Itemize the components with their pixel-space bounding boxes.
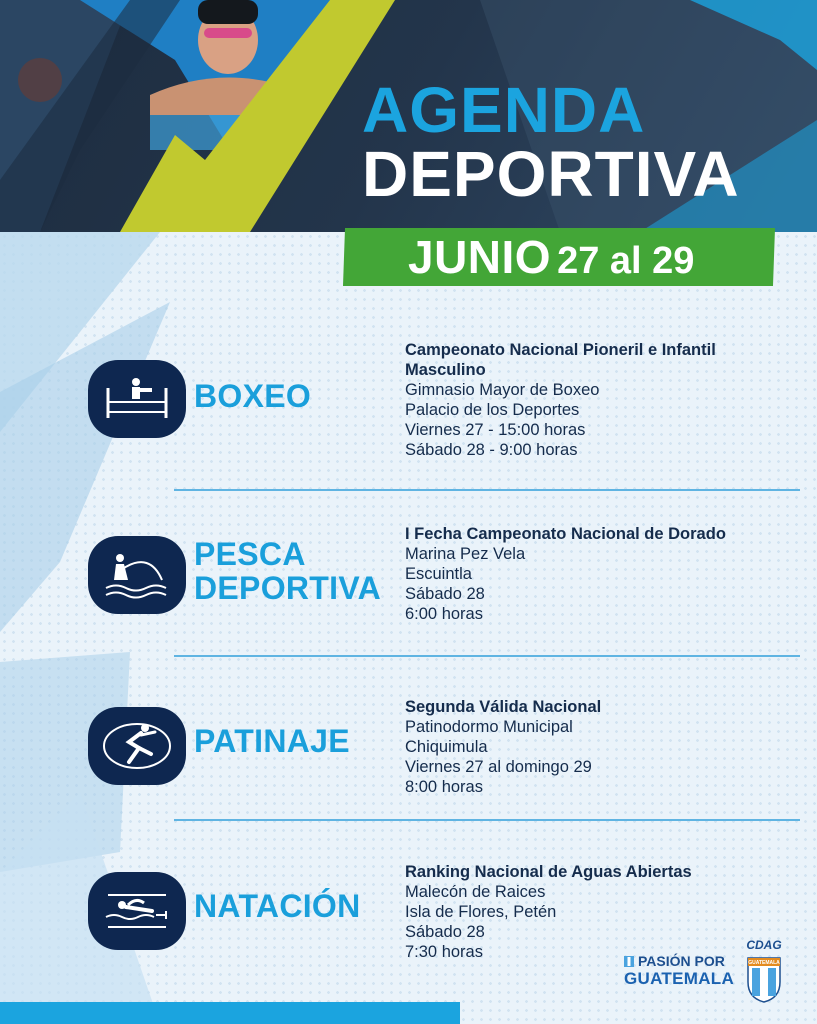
- cdag-shield-text: GUATEMALA: [748, 960, 780, 966]
- divider: [174, 819, 800, 821]
- event-schedule: Sábado 28: [405, 923, 485, 941]
- cdag-logo: [744, 938, 784, 1009]
- divider: [174, 489, 800, 491]
- sport-name-natacion: NATACIÓN: [194, 888, 361, 924]
- photo-goggles: [204, 28, 252, 38]
- cdag-logo-text: CDAG: [746, 938, 782, 952]
- divider: [174, 655, 800, 657]
- sport-name-line: DEPORTIVA: [194, 569, 382, 606]
- event-title: Campeonato Nacional Pioneril e Infantil Masculino: [405, 341, 716, 379]
- sport-name-pesca-deportiva: [194, 538, 381, 606]
- event-location: Isla de Flores, Petén: [405, 903, 557, 921]
- title-deportiva: DEPORTIVA: [362, 138, 740, 210]
- pasion-por-guatemala-logo: [624, 954, 734, 987]
- event-venue: Gimnasio Mayor de Boxeo: [405, 381, 600, 399]
- sport-name-patinaje: PATINAJE: [194, 723, 350, 759]
- event-details-patinaje: [405, 697, 795, 797]
- event-details-natacion: [405, 862, 795, 962]
- event-location: Chiquimula: [405, 738, 488, 756]
- logo-line1: PASIÓN POR: [638, 953, 725, 969]
- guatemala-flag-icon: [624, 956, 634, 967]
- event-location: Palacio de los Deportes: [405, 401, 580, 419]
- dates-label: [408, 231, 695, 283]
- fishing-icon: [88, 536, 186, 614]
- sport-name-line: PESCA: [194, 536, 306, 572]
- header-banner: [0, 0, 817, 232]
- event-schedule: 7:30 horas: [405, 943, 483, 961]
- event-venue: Patinodormo Municipal: [405, 718, 573, 736]
- boxing-ring-icon: [88, 360, 186, 438]
- photo-swim-cap: [198, 0, 258, 24]
- event-schedule: 6:00 horas: [405, 605, 483, 623]
- skating-icon: [88, 707, 186, 785]
- event-schedule: Viernes 27 - 15:00 horas: [405, 421, 586, 439]
- event-title: Ranking Nacional de Aguas Abiertas: [405, 863, 692, 881]
- dates-month: JUNIO: [408, 231, 552, 283]
- event-details-pesca: [405, 524, 795, 624]
- event-schedule: Sábado 28 - 9:00 horas: [405, 441, 578, 459]
- event-title: I Fecha Campeonato Nacional de Dorado: [405, 525, 726, 543]
- dates-range: 27 al 29: [557, 240, 695, 282]
- sport-name-boxeo: BOXEO: [194, 378, 312, 414]
- event-venue: Malecón de Raices: [405, 883, 546, 901]
- event-schedule: Viernes 27 al domingo 29: [405, 758, 592, 776]
- photo-boxer-glove: [18, 58, 62, 102]
- title-agenda: AGENDA: [362, 74, 646, 146]
- event-title: Segunda Válida Nacional: [405, 698, 602, 716]
- event-venue: Marina Pez Vela: [405, 545, 526, 563]
- event-schedule: Sábado 28: [405, 585, 485, 603]
- event-location: Escuintla: [405, 565, 472, 583]
- cdag-shield-icon: [744, 952, 784, 1004]
- bottom-accent-bar: [0, 1002, 460, 1024]
- swimming-icon: [88, 872, 186, 950]
- event-details-boxeo: [405, 340, 795, 460]
- logo-line2: GUATEMALA: [624, 969, 735, 988]
- event-schedule: 8:00 horas: [405, 778, 483, 796]
